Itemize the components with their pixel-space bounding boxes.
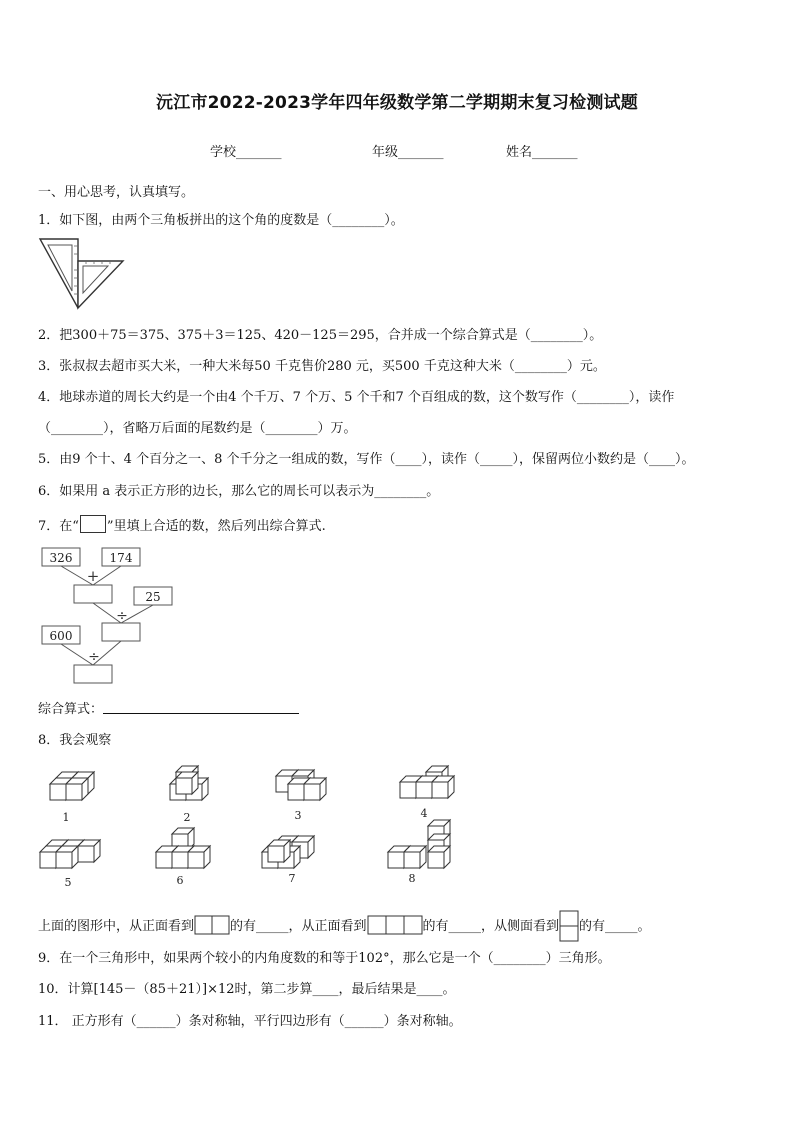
- cube-label-8: 8: [408, 872, 416, 885]
- blank-box-icon: [80, 515, 106, 533]
- calculation-tree-figure: [38, 545, 188, 687]
- question-11: 11． 正方形有（______）条对称轴，平行四边形有（______）条对称轴。: [38, 1014, 462, 1029]
- q8-text-4: 的有_____。: [579, 919, 651, 934]
- question-7-suffix: ”里填上合适的数，然后列出综合算式.: [106, 519, 326, 534]
- front-view-two-squares-icon: [194, 915, 230, 935]
- plus-operator: +: [86, 567, 100, 585]
- divide-operator-2: ÷: [88, 649, 100, 665]
- section-heading: 一、用心思考，认真填写。: [38, 185, 195, 200]
- cube-label-6: 6: [176, 874, 184, 887]
- cube-label-5: 5: [64, 876, 72, 889]
- tree-number-174: 174: [109, 551, 133, 565]
- question-3: 3．张叔叔去超市买大米，一种大米每50 千克售价280 元，买500 千克这种大米（________）元。: [38, 359, 606, 374]
- cube-label-1: 1: [62, 811, 70, 824]
- school-field: 学校_______: [210, 145, 282, 160]
- cube-label-4: 4: [420, 807, 428, 820]
- side-view-stacked-squares-icon: [559, 910, 579, 942]
- q8-text-3: 的有_____，从侧面看到: [422, 919, 560, 934]
- triangle-rulers-figure: [38, 236, 128, 310]
- formula-label: 综合算式：: [38, 702, 104, 717]
- formula-blank: [103, 701, 299, 714]
- question-7-prefix: 7．在“: [38, 519, 79, 534]
- tree-number-25: 25: [145, 590, 161, 604]
- cube-label-2: 2: [183, 811, 191, 824]
- tree-number-326: 326: [49, 551, 73, 565]
- formula-line: [38, 698, 299, 717]
- page-title: 沅江市2022-2023学年四年级数学第二学期期末复习检测试题: [156, 93, 638, 113]
- cube-figures: [30, 762, 480, 892]
- q8-text-2: 的有_____，从正面看到: [230, 919, 367, 934]
- question-7: [38, 515, 326, 534]
- grade-field: 年级_______: [372, 145, 444, 160]
- question-8-text: [38, 910, 651, 942]
- question-1: 1．如下图，由两个三角板拼出的这个角的度数是（________）。: [38, 213, 404, 228]
- tree-number-600: 600: [49, 629, 73, 643]
- question-5: 5．由9 个十、4 个百分之一、8 个千分之一组成的数，写作（____），读作（_____），保留两位小数约是（____）。: [38, 452, 695, 467]
- question-2: 2．把300＋75＝375、375＋3＝125、420－125＝295，合并成一个综合算式是（________）。: [38, 328, 603, 343]
- cube-label-7: 7: [288, 872, 296, 885]
- front-view-three-squares-icon: [367, 915, 423, 935]
- divide-operator-1: ÷: [116, 608, 128, 624]
- question-6: 6．如果用 a 表示正方形的边长，那么它的周长可以表示为________。: [38, 484, 440, 499]
- name-field: 姓名_______: [506, 145, 578, 160]
- question-10: 10．计算[145－（85＋21）]×12时，第二步算____，最后结果是____。: [38, 982, 456, 997]
- question-9: 9．在一个三角形中，如果两个较小的内角度数的和等于102°，那么它是一个（________）三角形。: [38, 951, 611, 966]
- question-4-line1: 4．地球赤道的周长大约是一个由4 个千万、7 个万、5 个千和7 个百组成的数，这个数写作（________），读作: [38, 390, 675, 405]
- q8-text-1: 上面的图形中，从正面看到: [38, 919, 195, 934]
- cube-label-3: 3: [294, 809, 302, 822]
- question-8-label: 8．我会观察: [38, 733, 112, 748]
- question-4-line2: （________），省略万后面的尾数约是（________）万。: [38, 421, 357, 436]
